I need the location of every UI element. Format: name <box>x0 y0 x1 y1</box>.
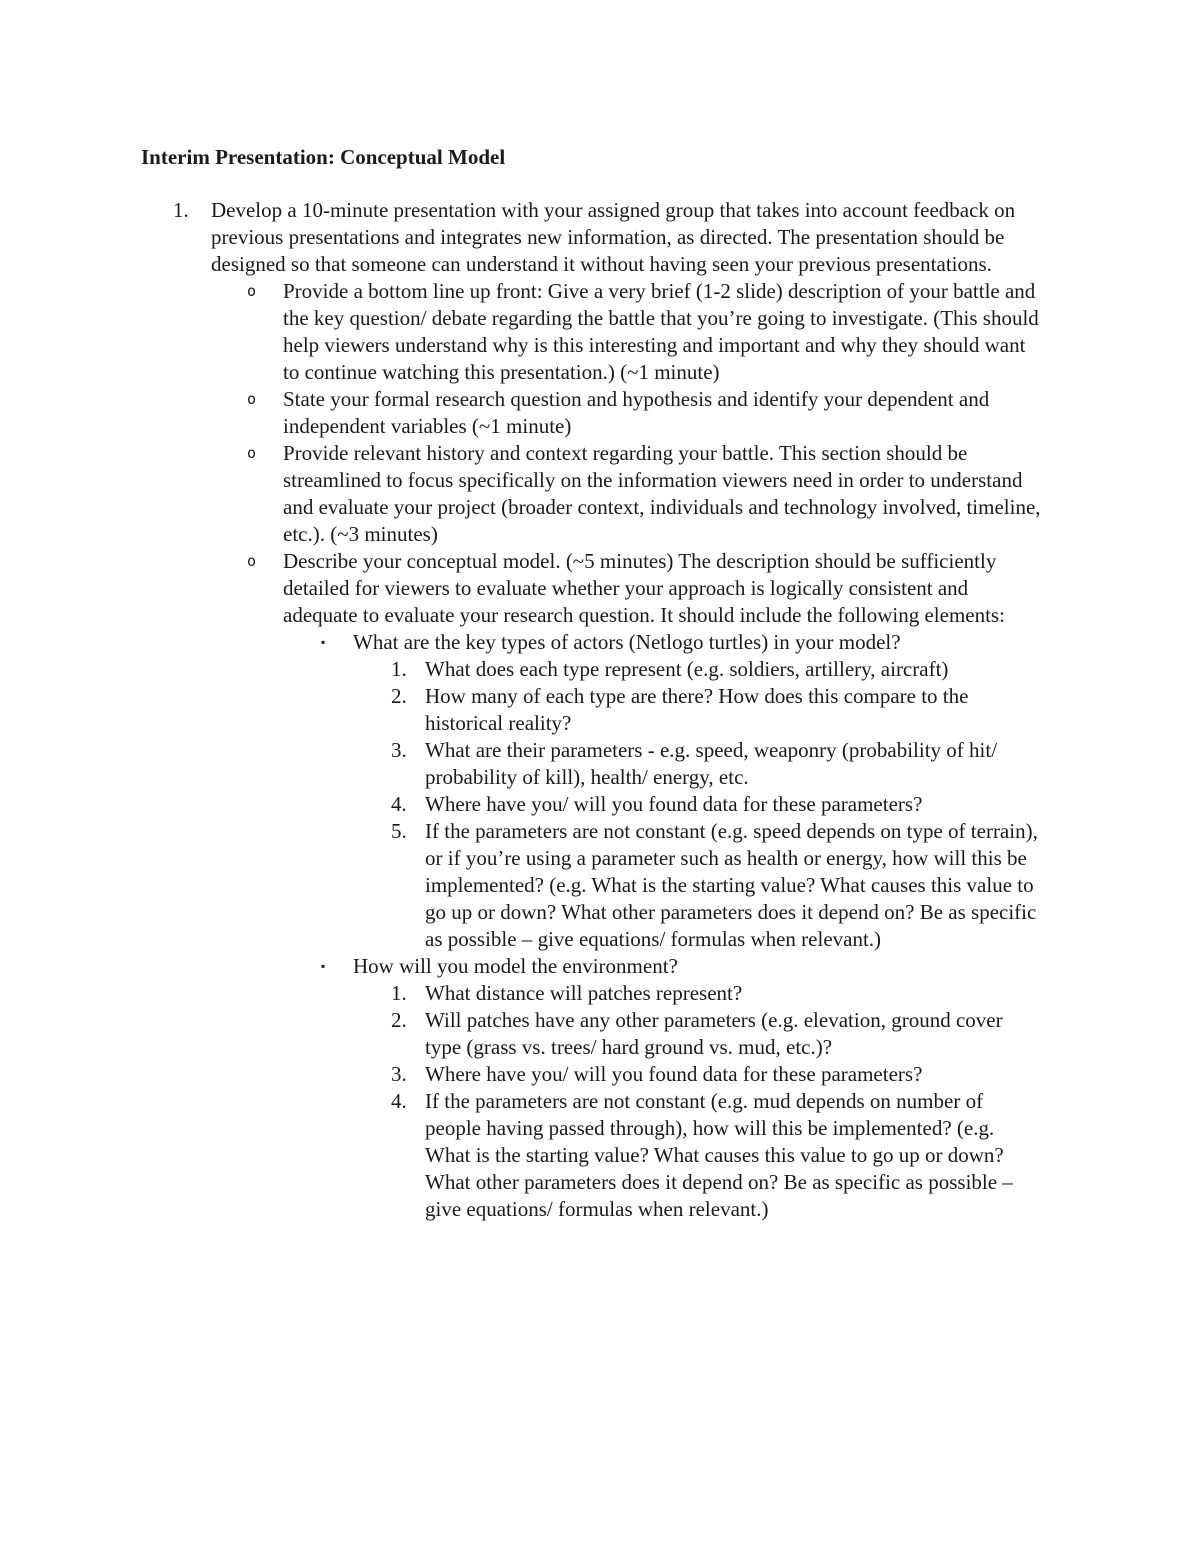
item-text: What are their parameters - e.g. speed, weaponry (probability of hit/ probability of kill), health/ energy, etc. <box>425 738 998 789</box>
item-text: Will patches have any other parameters (e.g. elevation, ground cover type (grass vs. trees/ hard ground vs. mud, etc.)? <box>425 1008 1003 1059</box>
list-item <box>283 629 1041 656</box>
main-list <box>141 197 1041 1223</box>
list-item <box>353 1007 1041 1061</box>
item-text: Where have you/ will you found data for these parameters? <box>425 1062 923 1086</box>
item-number: 1. <box>173 198 189 222</box>
list-item <box>141 197 1041 278</box>
list-item <box>211 440 1041 548</box>
document-title: Interim Presentation: Conceptual Model <box>141 145 506 169</box>
item-text: State your formal research question and hypothesis and identify your dependent and independent variables (~1 minute) <box>283 387 990 438</box>
item-number: 3. <box>391 1062 407 1086</box>
item-text: Develop a 10-minute presentation with your assigned group that takes into account feedback on previous presentations and integrates new information, as directed. The presentation should be designed so that someone can understand it without having seen your previous presentations. <box>211 198 1016 276</box>
environment-question: How will you model the environment? <box>353 954 678 978</box>
item-number: 2. <box>391 1008 407 1032</box>
list-item <box>353 737 1041 791</box>
item-number: 3. <box>391 738 407 762</box>
elements-list <box>283 629 1041 1223</box>
list-item <box>353 683 1041 737</box>
item-text: Describe your conceptual model. (~5 minutes) The description should be sufficiently detailed for viewers to evaluate whether your approach is logically consistent and adequate to evaluate your research question. It should include the following elements: <box>283 549 1005 627</box>
actors-question: What are the key types of actors (Netlogo turtles) in your model? <box>353 630 901 654</box>
list-item <box>211 386 1041 440</box>
item-number: 1. <box>391 981 407 1005</box>
circle-bullet-icon: o <box>247 552 257 570</box>
item-text: Provide relevant history and context regarding your battle. This section should be streamlined to focus specifically on the information viewers need in order to understand and evaluate your project (broader context, individuals and technology involved, timeline, etc.). (~3 minutes) <box>283 441 1041 546</box>
item-text: Where have you/ will you found data for these parameters? <box>425 792 923 816</box>
item-text: What does each type represent (e.g. soldiers, artillery, aircraft) <box>425 657 949 681</box>
circle-bullet-icon: o <box>247 444 257 462</box>
square-bullet-icon: ▪ <box>321 635 326 649</box>
list-item <box>353 1088 1041 1223</box>
list-item <box>211 278 1041 386</box>
sub-list <box>211 278 1041 1223</box>
actors-sublist <box>353 656 1041 953</box>
item-number: 4. <box>391 1089 407 1113</box>
item-text: If the parameters are not constant (e.g. mud depends on number of people having passed through), how will this be implemented? (e.g. What is the starting value? What causes this value to go up or down? What other parameters does it depend on? Be as specific as possible – give equations/ formulas when relevant.) <box>425 1089 1013 1221</box>
list-item <box>283 953 1041 980</box>
list-item <box>353 791 1041 818</box>
list-item <box>353 980 1041 1007</box>
list-item <box>353 1061 1041 1088</box>
environment-sublist <box>353 980 1041 1223</box>
item-number: 4. <box>391 792 407 816</box>
item-text: How many of each type are there? How does this compare to the historical reality? <box>425 684 969 735</box>
item-text: What distance will patches represent? <box>425 981 743 1005</box>
circle-bullet-icon: o <box>247 390 257 408</box>
circle-bullet-icon: o <box>247 282 257 300</box>
item-text: Provide a bottom line up front: Give a very brief (1-2 slide) description of your battle and the key question/ debate regarding the battle that you’re going to investigate. (This should help viewers understand why is this interesting and important and why they should want to continue watching this presentation.) (~1 minute) <box>283 279 1039 384</box>
item-number: 1. <box>391 657 407 681</box>
item-text: If the parameters are not constant (e.g. speed depends on type of terrain), or if you’re using a parameter such as health or energy, how will this be implemented? (e.g. What is the starting value? What causes this value to go up or down? What other parameters does it depend on? Be as specific as possible – give equations/ formulas when relevant.) <box>425 819 1038 951</box>
item-number: 2. <box>391 684 407 708</box>
list-item <box>211 548 1041 629</box>
item-number: 5. <box>391 819 407 843</box>
list-item <box>353 818 1041 953</box>
list-item <box>353 656 1041 683</box>
square-bullet-icon: ▪ <box>321 959 326 973</box>
